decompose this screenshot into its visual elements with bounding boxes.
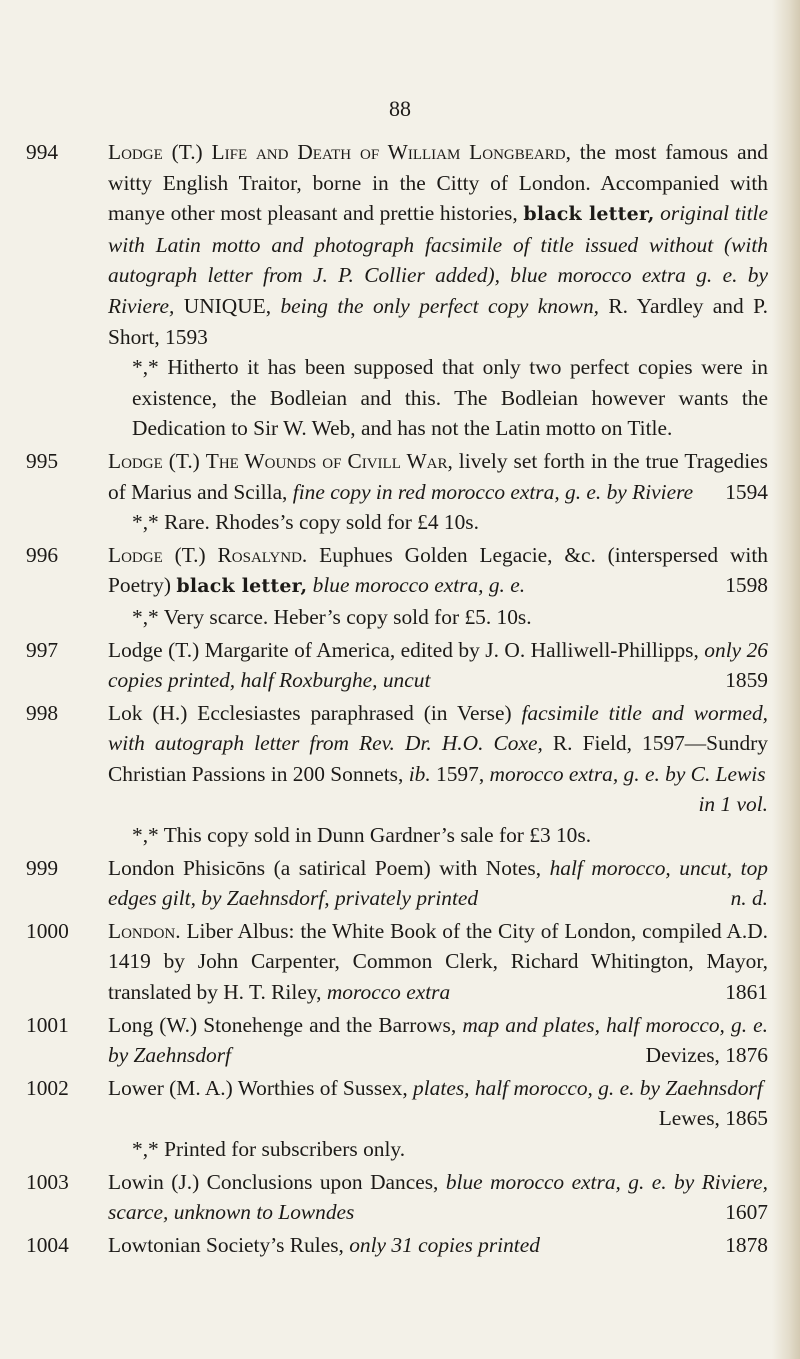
description-text: Lodge (T.) Margarite of America, edited by J. O. Halliwell-Phillipps, [108, 637, 705, 662]
description-text: morocco extra, g. e. by C. Lewis [489, 761, 766, 786]
lot-imprint: Lewes, 1865 [658, 1106, 768, 1131]
lot-imprint: 1598 [725, 573, 768, 598]
lot-imprint: 1859 [725, 668, 768, 693]
description-text: Life and Death of William Longbeard, [211, 140, 571, 164]
lot-author: Lodge [108, 448, 163, 473]
catalogue-entry [26, 635, 768, 696]
catalogue-entry [26, 137, 768, 444]
description-text: the most famous and witty English Traitor, borne in the Citty of London. Accompanied with manye other most pleasant and prettie histories, [108, 140, 768, 226]
page-number: 88 [389, 96, 411, 121]
lot-imprint: 1594 [725, 479, 768, 504]
description-text: London. [108, 918, 181, 943]
catalogue-entry [26, 1230, 768, 1261]
description-text: facsimile title and wormed, with autograph letter from Rev. Dr. H.O. Coxe, [108, 700, 768, 756]
lot-number: 994 [26, 140, 59, 164]
description-text: Long (W.) Stonehenge and the Barrows, [108, 1012, 463, 1037]
description-text: London Phisicōns (a satirical Poem) with Notes, [108, 855, 550, 880]
lot-imprint: in 1 vol. [698, 792, 768, 817]
lot-note: *,* Rare. Rhodes’s copy sold for £4 10s. [132, 510, 479, 535]
description-text: blue morocco extra, g. e. by Riviere, scarce, unknown to Lowndes [108, 1169, 769, 1225]
description-text: R. Yardley and P. Short, 1593 [108, 293, 768, 349]
lot-description [108, 137, 768, 352]
lot-description [108, 1167, 768, 1228]
description-text: morocco extra [326, 980, 451, 1005]
lot-note: *,* Hitherto it has been supposed that only two perfect copies were in existence, the Bodleian and this. The Bodleian however wants the Dedication to Sir W. Web, and has not the Latin motto on Title. [132, 355, 768, 441]
description-text: R. Field, 1597—Sundry Christian Passions in 200 Sonnets, [108, 731, 768, 786]
lot-imprint: 1878 [725, 1232, 768, 1257]
description-text: Liber Albus: the White Book of the City of London, compiled A.D. 1419 by John Carpenter, Common Clerk, Richard Whitington, Mayor, translated by H. T. Riley, [108, 918, 768, 1005]
lot-number: 1001 [26, 1012, 69, 1037]
lot-number: 995 [26, 448, 59, 473]
lot-description [108, 1230, 768, 1261]
description-text: Lowtonian Society’s Rules, [108, 1232, 350, 1257]
lot-number: 997 [26, 637, 59, 662]
description-text: 1597, [430, 761, 490, 786]
description-text: only 31 copies printed [349, 1232, 540, 1257]
description-text: UNIQUE, [174, 293, 281, 318]
description-text: lively set forth in the true Tragedies of Marius and Scilla, [108, 448, 768, 504]
lot-number: 1004 [26, 1232, 69, 1257]
description-text: The Wounds of Civill War, [205, 448, 453, 473]
description-text: Rosalynd. [217, 542, 308, 567]
catalogue-entry [26, 1167, 768, 1228]
description-text: (T.) [162, 140, 212, 164]
lot-number: 996 [26, 542, 59, 567]
description-text: (T.) [162, 542, 218, 567]
catalogue-entry [26, 916, 768, 1008]
lot-imprint: 1607 [725, 1200, 768, 1225]
lot-number: 998 [26, 700, 59, 725]
page-edge-shadow [772, 0, 800, 1359]
catalogue-entry [26, 853, 768, 914]
catalogue-entry [26, 1073, 768, 1165]
description-text: original title with Latin motto and photograph facsimile of title issued without (with autograph letter from J. P. Collier added), blue morocco extra g. e. by Riviere, [108, 201, 768, 318]
lot-note: *,* Very scarce. Heber’s copy sold for £5. 10s. [132, 604, 532, 629]
lot-note: *,* Printed for subscribers only. [132, 1137, 406, 1161]
lot-number: 1000 [26, 918, 69, 943]
lot-imprint: 1861 [725, 980, 768, 1005]
lot-description [108, 1010, 768, 1071]
lot-description [108, 916, 768, 1008]
lot-imprint: Devizes, 1876 [645, 1043, 768, 1068]
description-text: Lower (M. A.) Worthies of Sussex, [108, 1075, 414, 1100]
description-text: blue morocco extra, g. e. [307, 573, 526, 598]
lot-description [108, 540, 768, 602]
black-letter-note: black letter, [176, 575, 308, 598]
lot-description [108, 853, 768, 914]
lot-imprint: n. d. [730, 886, 768, 911]
catalogue-entry [26, 540, 768, 633]
catalogue-entries [26, 137, 768, 1260]
description-text: plates, half morocco, g. e. by Zaehnsdorf [413, 1075, 763, 1100]
description-text: only 26 copies printed, half Roxburghe, uncut [108, 637, 768, 693]
lot-description [108, 698, 768, 820]
lot-description [108, 635, 768, 696]
black-letter-note: black letter, [523, 203, 655, 226]
catalogue-entry [26, 446, 768, 538]
lot-description [108, 1073, 768, 1134]
lot-number: 1002 [26, 1075, 69, 1100]
lot-author: Lodge [108, 542, 163, 567]
lot-number: 1003 [26, 1169, 69, 1194]
lot-author: Lodge [108, 140, 163, 164]
lot-note: *,* This copy sold in Dunn Gardner’s sale for £3 10s. [132, 823, 592, 848]
description-text: Euphues Golden Legacie, &c. (interspersed with Poetry) [108, 542, 768, 598]
description-text: (T.) [162, 448, 206, 473]
description-text: being the only perfect copy known, [280, 293, 599, 318]
description-text: ib. [408, 761, 431, 786]
catalogue-entry [26, 1010, 768, 1071]
lot-number: 999 [26, 855, 59, 880]
description-text: fine copy in red morocco extra, g. e. by Riviere [292, 479, 694, 504]
description-text: half morocco, uncut, top edges gilt, by Zaehnsdorf, privately printed [108, 855, 768, 911]
description-text: Lok (H.) Ecclesiastes paraphrased (in Verse) [108, 700, 522, 725]
lot-description [108, 446, 768, 507]
description-text: map and plates, half morocco, g. e. by Zaehnsdorf [108, 1012, 768, 1068]
description-text: Lowin (J.) Conclusions upon Dances, [108, 1169, 446, 1194]
catalogue-entry [26, 698, 768, 851]
